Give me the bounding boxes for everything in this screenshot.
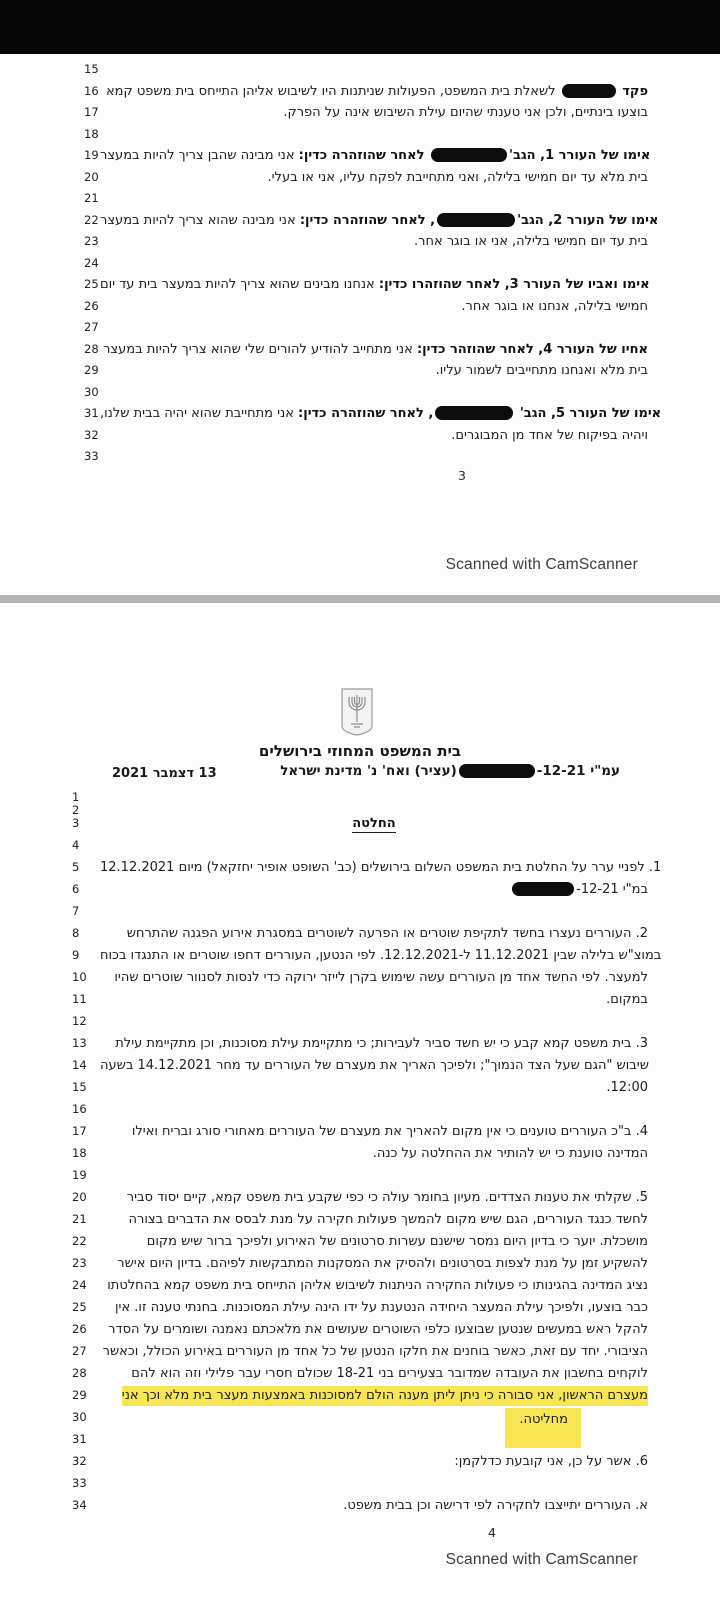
doc-line: בית מלא עד יום חמישי בלילה, ואני מתחייבת לפקח עליו, אני או בעלי.: [267, 169, 648, 185]
doc-line-row: [0, 1452, 720, 1474]
doc-line: בית עד יום חמישי בלילה, אני או בוגר אחר.: [414, 234, 648, 249]
highlight-mark: מחליטה.: [505, 1408, 581, 1448]
line-number: 26: [72, 1322, 87, 1336]
line-number: 16: [72, 1102, 87, 1116]
doc-line: הציבורי. יחד עם זאת, כאשר בוחנים את חלקו הנטען של כל אחד מן העוררים באירוע הכולל, וכאשר: [102, 1344, 648, 1359]
line-number: 32: [72, 1454, 87, 1468]
redaction-mark: [431, 148, 507, 162]
line-number: 22: [84, 212, 99, 227]
page-number: 3: [458, 468, 466, 483]
doc-line: כבר בוצעו, ולפיכך עילת המעצר היחידה הנטענת על ידו הינה עילת המסוכנות. בחנתי טענה זו. אין: [115, 1300, 648, 1315]
top-redaction-bar: [0, 0, 720, 54]
doc-line: מושכלת. יוער כי בדיון היום נמסר שישנם עשרות סרטונים של האירוע ולפיכך ברור שיש מקום: [146, 1234, 648, 1249]
doc-line-row: [0, 82, 720, 104]
line-number: 17: [84, 105, 99, 119]
doc-line: לוקחים בחשבון את העובדה שמדובר בצעירים בני 18-21 שכולם חסרי עבר פלילי וזה הוא להם: [131, 1366, 648, 1381]
doc-line: המדינה טוענת כי יש להותיר את ההחלטה על כנה.: [372, 1146, 648, 1161]
doc-line-row: [0, 275, 720, 297]
doc-line: להקל ראש במעשים שנטען שבוצעו כלפי השוטרים שעושים את מלאכתם נאמנה ושומרים על הסדר: [108, 1322, 648, 1337]
line-number: 14: [72, 1058, 87, 1072]
line-number: 12: [72, 1014, 87, 1028]
line-number: 29: [84, 363, 99, 377]
line-number: 6: [72, 882, 80, 896]
doc-line: [100, 1408, 720, 1448]
line-number: 10: [72, 970, 87, 984]
line-number: 9: [72, 948, 80, 962]
doc-line: נציג המדינה בהגינותו כי פעולות החקירה הניתנות לשיבוש אליהן התייחס בית משפט קמא בהחלטתו: [107, 1278, 648, 1293]
line-number: 23: [72, 1256, 87, 1270]
doc-line-row: [0, 1078, 720, 1100]
line-number: 17: [72, 1124, 87, 1138]
doc-line-row: [0, 1188, 720, 1210]
doc-line-row: [0, 814, 720, 836]
doc-line: במקום.: [606, 992, 648, 1007]
doc-line: במוצ"ש בלילה שבין 11.12.2021 ל-12.12.2021. לפי הנטען, העוררים דחפו שוטרים או התנגדו בכוח: [100, 948, 662, 963]
line-number: 2: [72, 803, 80, 817]
doc-line-row: [0, 146, 720, 168]
line-number: 18: [84, 126, 99, 141]
doc-line: החלטה: [352, 816, 396, 831]
line-number: 33: [84, 449, 99, 463]
doc-line: אימו של העורר 5, הגב' , לאחר שהוזהרה כדין: אני מתחייבת שהוא יהיה בבית שלנו,: [100, 406, 662, 421]
doc-line-row: [0, 801, 720, 817]
line-number: 20: [72, 1190, 87, 1204]
line-number: 27: [72, 1344, 87, 1358]
doc-line-row: [0, 1342, 720, 1364]
line-number: 3: [72, 816, 80, 830]
line-number: 28: [72, 1366, 87, 1380]
doc-line-row: [0, 1144, 720, 1166]
doc-line-row: [0, 103, 720, 125]
line-number: 27: [84, 320, 99, 334]
line-number: 22: [72, 1234, 87, 1248]
doc-line: 2. העוררים נעצרו בחשד לתקיפת שוטרים או הפרעה לשוטרים במסגרת אירוע הפגנה שהתרחש: [126, 926, 648, 941]
doc-line-row: [0, 447, 720, 469]
doc-line-row: [0, 1364, 720, 1386]
scanned-page-3: [0, 54, 720, 595]
doc-line-row: [0, 1034, 720, 1056]
page-4-lines: [0, 788, 720, 1518]
line-number: 4: [72, 838, 80, 852]
line-number: 24: [72, 1278, 87, 1292]
doc-line: בוצעו בינתיים, ולכן אני טענתי שהיום עילת השיבוש אינה על הפרק.: [283, 105, 648, 120]
line-number: 19: [72, 1168, 87, 1182]
case-number-line: עמ"י -12-21(עציר) ואח' נ' מדינת ישראל: [280, 763, 620, 779]
line-number: 28: [84, 341, 99, 356]
doc-line-row: [0, 60, 720, 82]
court-title: בית המשפט המחוזי בירושלים: [258, 742, 462, 760]
line-number: 5: [72, 860, 80, 874]
doc-line: במ"י -12-21: [100, 880, 720, 900]
doc-line-row: [0, 858, 720, 880]
doc-line: לחשד כנגד העוררים, הגם שיש מקום להמשך פעולות חקירה על מנת לבסס את הדברים בצורה: [128, 1212, 648, 1227]
doc-line-row: [0, 788, 720, 804]
israel-state-emblem-icon: [336, 686, 378, 738]
doc-line: להשקיע זמן על מנת לצפות בסרטונים ולהסיק את המסקנות המתבקשות לפיהם. בדיון היום אישר: [117, 1256, 648, 1271]
doc-line: אימו של העורר 2, הגב', לאחר שהוזהרה כדין: אני מבינה שהוא צריך להיות במעצר: [100, 212, 659, 228]
doc-line-row: [0, 189, 720, 211]
doc-line-row: [0, 1298, 720, 1320]
doc-line: פקד לשאלת בית המשפט, הפעולות שניתנות היו לשיבוש אליהן התייחס בית משפט קמא: [105, 83, 648, 99]
line-number: 30: [84, 384, 99, 399]
doc-line: אחיו של העורר 4, לאחר שהוזהר כדין: אני מתחייב להודיע להורים שלי שהוא צריך להיות במעצר: [103, 341, 648, 357]
line-number: 24: [84, 255, 99, 270]
doc-line-row: [0, 880, 720, 902]
line-number: 25: [72, 1300, 87, 1314]
redaction-mark: [512, 882, 574, 896]
doc-line: 6. אשר על כן, אני קובעת כדלקמן:: [454, 1454, 648, 1469]
doc-line-row: [0, 426, 720, 448]
doc-line: 5. שקלתי את טענות הצדדים. מעיון בחומר עולה כי כפי שקבע בית משפט קמא, קיים יסוד סביר: [126, 1190, 648, 1205]
doc-line-row: [0, 361, 720, 383]
doc-line-row: [0, 1474, 720, 1496]
redaction-mark: [459, 764, 535, 778]
case-number-fragment: -12-21: [457, 763, 586, 779]
doc-line-row: [0, 383, 720, 405]
line-number: 33: [72, 1476, 87, 1490]
line-number: 11: [72, 992, 87, 1006]
line-number: 15: [84, 62, 99, 76]
camscanner-watermark: Scanned with CamScanner: [445, 556, 638, 573]
doc-line-row: [0, 968, 720, 990]
page-3-lines: [0, 60, 720, 469]
doc-line: 1. לפניי ערר על החלטת בית המשפט השלום בירושלים (כב' השופט אופיר יחזקאל) מיום 12.12.2021: [100, 860, 662, 875]
line-number: 1: [72, 790, 80, 804]
line-number: 21: [72, 1212, 87, 1226]
doc-line-row: [0, 1254, 720, 1276]
doc-line-row: [0, 902, 720, 924]
doc-line: [100, 1386, 720, 1406]
line-number: 31: [84, 406, 99, 420]
line-number: 19: [84, 148, 99, 162]
doc-line: ויהיה בפיקוח של אחד מן המבוגרים.: [451, 427, 648, 443]
doc-line: 4. ב"כ העוררים טוענים כי אין מקום להאריך את מעצרם של העוררים מאחורי סורג ובריח ואילו: [131, 1124, 648, 1139]
doc-line-row: [0, 946, 720, 968]
doc-line-row: [0, 318, 720, 340]
doc-line-row: [0, 1210, 720, 1232]
doc-line: אימו ואביו של העורר 3, לאחר שהוזהרו כדין: אנחנו מבינים שהוא צריך להיות במעצר בית עד יום: [100, 277, 650, 292]
doc-line: אימו של העורר 1, הגב' לאחר שהוזהרה כדין: אני מבינה שהבן צריך להיות במעצר: [100, 148, 651, 163]
doc-line-row: [0, 297, 720, 319]
doc-line-row: [0, 254, 720, 276]
doc-line: בית מלא ואנחנו מתחייבים לשמור עליו.: [435, 363, 648, 378]
doc-line: חמישי בלילה, אנחנו או בוגר אחר.: [461, 298, 648, 314]
redaction-mark: [437, 213, 515, 227]
doc-line: 3. בית משפט קמא קבע כי יש חשד סביר לעבירות; כי מתקיימת עילת מסוכנות, וכן מתקיימת עילת: [115, 1036, 648, 1051]
doc-line-row: [0, 168, 720, 190]
line-number: 34: [72, 1498, 87, 1512]
doc-line-row: [0, 211, 720, 233]
line-number: 18: [72, 1146, 87, 1160]
doc-line-row: [0, 232, 720, 254]
doc-line-row: [0, 1056, 720, 1078]
doc-line-row: [0, 1276, 720, 1298]
redaction-mark: [562, 84, 616, 98]
line-number: 13: [72, 1036, 87, 1050]
case-number-fragment: -12-21: [510, 882, 618, 897]
page-number: 4: [488, 1525, 496, 1540]
doc-line-row: [0, 1408, 720, 1430]
doc-line-row: [0, 1320, 720, 1342]
doc-line: א. העוררים יתייצבו לחקירה לפי דרישה וכן בבית משפט.: [343, 1498, 648, 1513]
line-number: 23: [84, 234, 99, 248]
line-number: 7: [72, 904, 80, 918]
doc-line: 12:00.: [606, 1080, 648, 1095]
highlight-mark: מעצרם הראשון, אני סבורה כי ניתן ליתן מענה הולם למסוכנות באמצעות מעצר בית מלא וכך אני: [122, 1386, 648, 1406]
line-number: 16: [84, 83, 99, 98]
doc-line-row: [0, 125, 720, 147]
doc-line-row: [0, 1012, 720, 1034]
line-number: 30: [72, 1410, 87, 1424]
line-number: 25: [84, 277, 99, 291]
doc-line: שיבוש "הגם שעל הצד הנמוך"; ולפיכך האריך את מעצרם של העוררים עד מחר 14.12.2021 בשעה: [100, 1058, 649, 1073]
doc-line-row: [0, 1496, 720, 1518]
doc-line-row: [0, 404, 720, 426]
doc-line-row: [0, 1166, 720, 1188]
line-number: 15: [72, 1080, 87, 1094]
doc-line: למעצר. לפי החשד אחד מן העוררים עשה שימוש בקרן לייזר ירוקה כדי לנסות לסנוור שוטרים שהיו: [114, 970, 648, 985]
doc-line-row: [0, 1386, 720, 1408]
doc-line-row: [0, 990, 720, 1012]
line-number: 31: [72, 1432, 87, 1446]
line-number: 26: [84, 298, 99, 313]
decision-date: 13 דצמבר 2021: [112, 766, 217, 781]
redaction-mark: [435, 406, 513, 420]
line-number: 20: [84, 169, 99, 184]
line-number: 32: [84, 427, 99, 442]
doc-line-row: [0, 924, 720, 946]
doc-line-row: [0, 836, 720, 858]
camscanner-watermark: Scanned with CamScanner: [445, 1551, 638, 1568]
line-number: 8: [72, 926, 80, 940]
scanned-page-4: [0, 603, 720, 1599]
line-number: 29: [72, 1388, 87, 1402]
doc-line-row: [0, 1100, 720, 1122]
line-number: 21: [84, 191, 99, 205]
doc-line-row: [0, 1122, 720, 1144]
doc-line-row: [0, 1232, 720, 1254]
doc-line-row: [0, 340, 720, 362]
